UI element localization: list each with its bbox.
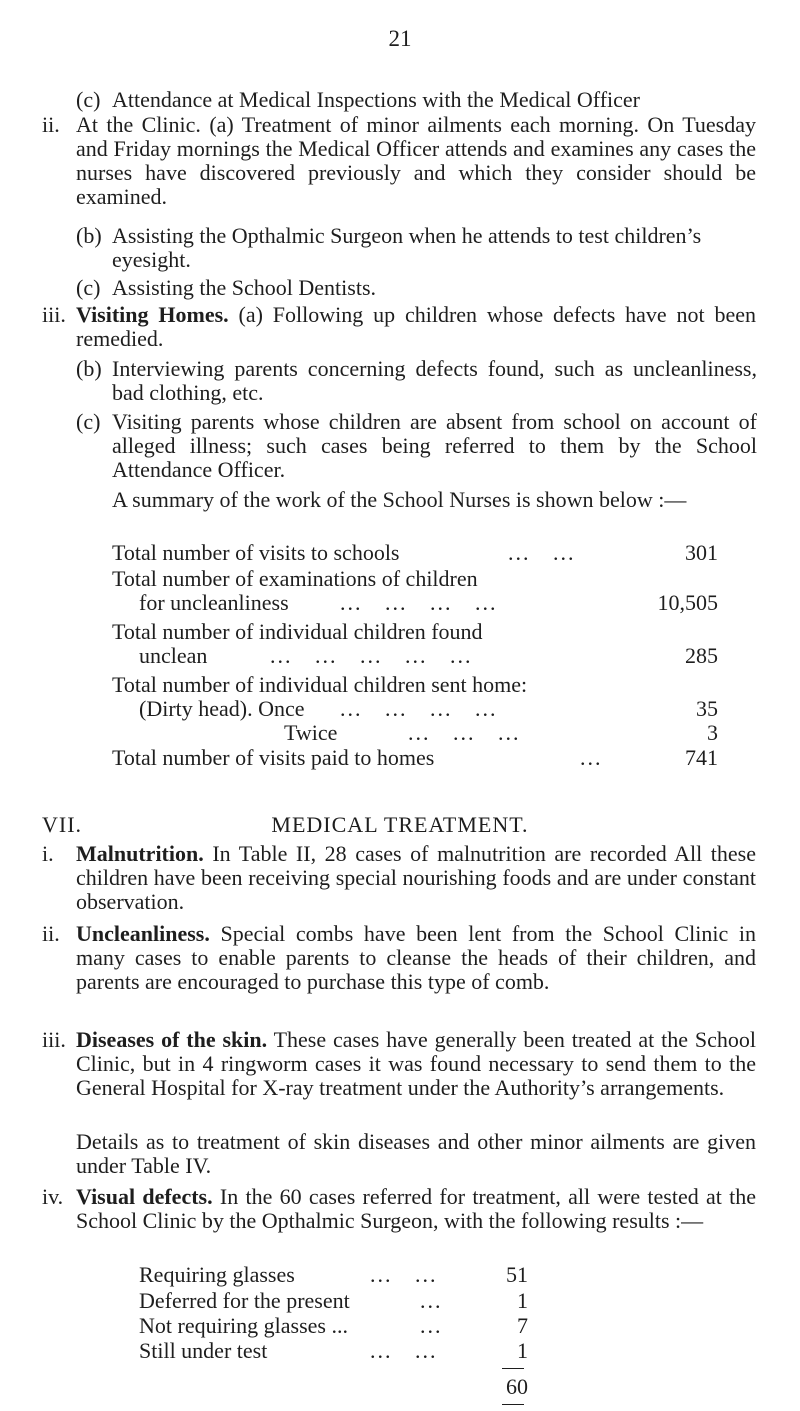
visits-value: 301 [685,540,718,565]
item-ii-number: ii. [42,112,60,137]
sent-home-label: Total number of individual children sent home: [112,672,528,697]
twice-value: 3 [707,720,718,745]
visits-label: Total number of visits to schools [112,540,400,565]
item-ii-paragraph [76,113,756,209]
vii-iii-details: Details as to treatment of skin diseases and other minor ailments are given under Table IV. [76,1129,756,1178]
item-iii-b-text: Interviewing parents concerning defects found, such as uncleanliness, bad clothing, etc. [112,356,757,405]
vii-i-text: In Table II, 28 cases of malnutrition are recorded All these children have been receiving special nourishing foods and are under constant observation. [76,841,757,914]
dots: ... [580,745,603,770]
vii-ii-number: ii. [42,921,60,946]
unclean-label-line2: unclean [139,643,208,668]
exams-label-line1: Total number of examinations of children [112,566,478,591]
item-iii-a-text: (a) Following up children whose defects have not been remedied. [76,302,757,351]
dots: ... [420,1288,443,1313]
vii-iii-number: iii. [42,1027,66,1052]
dots: ... ... ... [408,720,521,745]
vii-iii-text: These cases have generally been treated at the School Clinic, but in 4 ringworm cases it was found necessary to send them to the General Hospital for X-ray treatment under the Authority’s arrangements. [76,1027,756,1100]
item-ii-a-text: (a) Treatment of minor ailments each morning. On Tuesday and Friday mornings the Medical Officer attends and examines any cases the nurses have discovered previously and which they consider should be examined. [76,112,757,209]
dots: ... ... [370,1262,438,1287]
homes-value: 741 [685,745,718,770]
item-c-label: (c) [76,87,101,112]
requiring-label: Requiring glasses [139,1262,295,1287]
total-rule [502,1368,524,1369]
item-ii-c-text: Assisting the School Dentists. [112,275,377,300]
vii-iii-title: Diseases of the skin. [76,1027,268,1052]
vii-i-title: Malnutrition. [76,841,204,866]
total-underline [502,1404,524,1405]
vii-i-paragraph [76,842,756,914]
dots: ... ... ... ... [340,696,498,721]
section-vii-number: VII. [42,812,83,837]
deferred-label: Deferred for the present [139,1288,350,1313]
vii-iii-paragraph [76,1028,756,1100]
item-c-text: Attendance at Medical Inspections with the Medical Officer [112,87,641,112]
section-vii-title: MEDICAL TREATMENT. [271,812,529,837]
item-iii-paragraph [76,303,756,351]
under-test-value: 1 [517,1338,528,1363]
homes-label: Total number of visits paid to homes [112,745,435,770]
item-ii-b-label: (b) [76,223,102,248]
unclean-label-line1: Total number of individual children found [112,619,483,644]
once-value: 35 [696,696,718,721]
dots: ... ... [370,1338,438,1363]
item-iii-b-label: (b) [76,356,102,381]
under-test-label: Still under test [139,1338,268,1363]
deferred-value: 1 [517,1288,528,1313]
unclean-value: 285 [685,643,718,668]
vii-iv-text: In the 60 cases referred for treatment, all were tested at the School Clinic by the Opthalmic Surgeon, with the following results :— [76,1184,756,1233]
vii-iv-paragraph [76,1185,756,1233]
dots: ... [420,1313,443,1338]
summary-intro: A summary of the work of the School Nurses is shown below :— [112,487,687,512]
vii-ii-paragraph [76,922,756,994]
not-requiring-label: Not requiring glasses ... [139,1313,348,1338]
vii-iv-number: iv. [42,1184,64,1209]
item-ii-c-label: (c) [76,275,101,300]
item-iii-c-label: (c) [76,409,101,434]
item-iii-title: Visiting Homes. [76,302,229,327]
item-iii-c-text: Visiting parents whose children are absent from school on account of alleged illness; such cases being referred to them by the School Attendance Officer. [112,409,757,482]
item-iii-number: iii. [42,302,66,327]
vii-iv-title: Visual defects. [76,1184,213,1209]
total-value: 60 [506,1374,528,1399]
vii-ii-text: Special combs have been lent from the School Clinic in many cases to enable parents to cleanse the heads of their children, and parents are encouraged to purchase this type of comb. [76,921,756,994]
item-ii-title: At the Clinic. [76,112,201,137]
once-label: (Dirty head). Once [139,696,305,721]
exams-label-line2: for uncleanliness [139,590,289,615]
dots: ... ... ... ... [340,590,498,615]
vii-i-number: i. [42,841,54,866]
twice-label: Twice [284,720,338,745]
not-requiring-value: 7 [517,1313,528,1338]
dots: ... ... [508,540,576,565]
dots: ... ... ... ... ... [270,643,473,668]
page-number: 21 [388,26,412,51]
exams-value: 10,505 [657,590,718,615]
requiring-value: 51 [506,1262,528,1287]
item-ii-b-text: Assisting the Opthalmic Surgeon when he attends to test children’s eyesight. [112,223,702,272]
vii-ii-title: Uncleanliness. [76,921,210,946]
